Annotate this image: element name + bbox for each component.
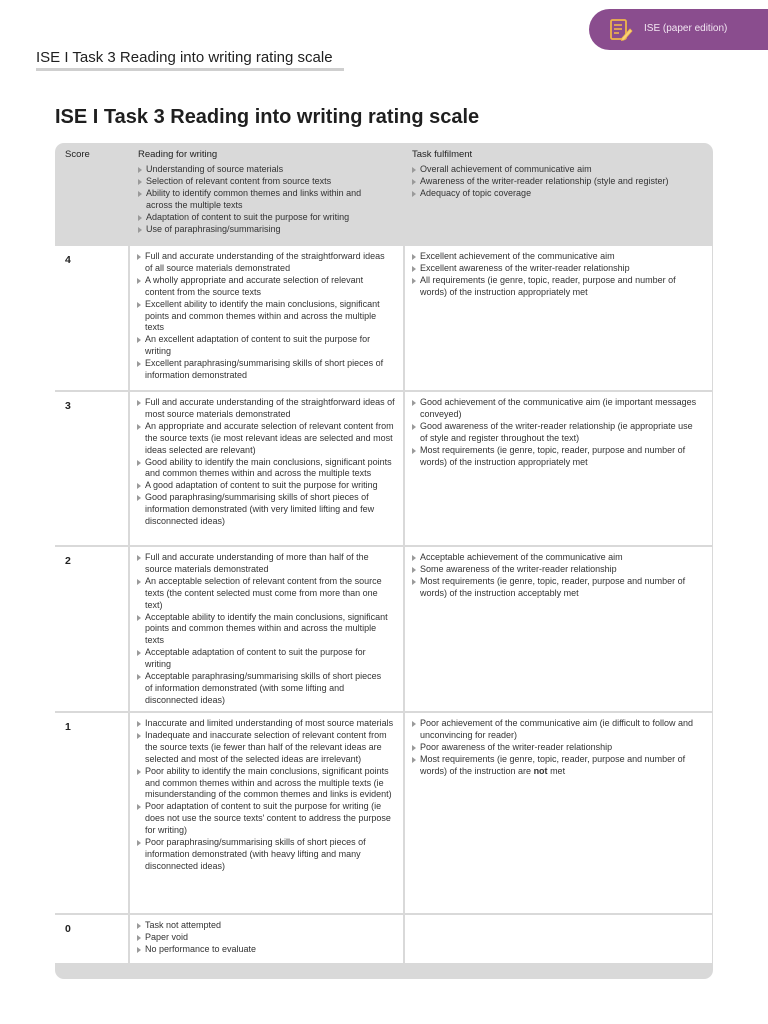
list-item: Poor achievement of the communicative aim (ie difficult to follow and unconvincing for reader) [412,718,702,742]
list-item: Excellent ability to identify the main conclusions, significant points and common themes within and across the multiple texts [137,299,391,335]
list-item: Good achievement of the communicative aim (ie important messages conveyed) [412,397,702,421]
page-title: ISE I Task 3 Reading into writing rating scale [55,106,480,128]
list-item: Paper void [137,932,391,944]
reading-cell [130,547,403,711]
task-cell [405,915,712,963]
score-value: 0 [65,923,71,935]
list-item: All requirements (ie genre, topic, reader, purpose and number of words) of the instruction appropriately met [412,275,702,299]
list-item: Full and accurate understanding of more than half of the source materials demonstrated [137,552,391,576]
list-item: Use of paraphrasing/summarising [138,224,383,236]
list-item: Excellent achievement of the communicative aim [412,251,702,263]
list-item: Ability to identify common themes and links within and across the multiple texts [138,188,383,212]
task-descriptors [412,552,702,600]
reading-cell [130,713,403,913]
task-descriptors [412,397,702,468]
emphasis-not: not [533,765,548,776]
score-value: 3 [65,400,71,412]
list-item: Understanding of source materials [138,164,383,176]
reading-cell [130,392,403,545]
task-cell [405,713,712,913]
list-item: Poor paraphrasing/summarising skills of short pieces of information demonstrated (with heavy lifting and many disconnected ideas) [137,837,395,873]
list-item: Poor awareness of the writer-reader relationship [412,742,702,754]
rating-scale-table [55,143,713,979]
score-value: 1 [65,721,71,733]
list-item: A wholly appropriate and accurate selection of relevant content from the source texts [137,275,391,299]
list-item: No performance to evaluate [137,944,391,956]
list-item: Acceptable paraphrasing/summarising skills of short pieces of information demonstrated (with some lifting and disconnected ideas) [137,671,391,707]
list-item: Some awareness of the writer-reader relationship [412,564,702,576]
list-item [412,754,702,778]
reading-cell [130,246,403,390]
reading-descriptors [137,552,391,707]
reading-descriptors [137,920,391,956]
list-item: Overall achievement of communicative aim [412,164,702,176]
list-item: Selection of relevant content from source texts [138,176,383,188]
list-item: Inadequate and inaccurate selection of relevant content from the source texts (ie fewer than half of the relevant ideas are selected and most of the selected ideas are irrelevant) [137,730,395,766]
score-value: 4 [65,254,71,266]
list-item: Good ability to identify the main conclusions, significant points and common themes within and across the multiple texts [137,457,395,481]
document-pencil-icon [607,17,633,43]
task-cell [405,246,712,390]
list-item: Inaccurate and limited understanding of most source materials [137,718,395,730]
list-item: Awareness of the writer-reader relationship (style and register) [412,176,702,188]
list-item: Full and accurate understanding of the straightforward ideas of all source materials demonstrated [137,251,391,275]
list-item: An acceptable selection of relevant content from the source texts (the content selected must come from more than one text) [137,576,391,612]
score-cell [55,713,128,913]
list-item: Acceptable achievement of the communicative aim [412,552,702,564]
task-cell [405,547,712,711]
edition-label: ISE (paper edition) [644,23,728,34]
list-item: An excellent adaptation of content to suit the purpose for writing [137,334,391,358]
list-item: Poor adaptation of content to suit the purpose for writing (ie does not use the source texts' content to address the purpose for writing) [137,801,395,837]
score-value: 2 [65,555,71,567]
reading-descriptors [137,397,395,528]
list-item: Task not attempted [137,920,391,932]
task-descriptors [412,251,702,299]
score-cell [55,246,128,390]
list-item: Most requirements (ie genre, topic, reader, purpose and number of words) of the instruction appropriately met [412,445,702,469]
reading-descriptors [137,251,391,382]
list-item: Acceptable ability to identify the main conclusions, significant points and common themes within and across the multiple texts [137,612,391,648]
list-item: A good adaptation of content to suit the purpose for writing [137,480,395,492]
requirements-text: Most requirements (ie genre, topic, reader, purpose and number of words) of the instruction are [420,753,686,776]
list-item: Acceptable adaptation of content to suit the purpose for writing [137,647,391,671]
score-cell [55,915,128,963]
list-item: Poor ability to identify the main conclusions, significant points and common themes within and across the multiple texts (ie misunderstanding of the common themes and links is evident) [137,766,395,802]
reading-cell [130,915,403,963]
list-item: Good paraphrasing/summarising skills of short pieces of information demonstrated (with very limited lifting and few disconnected ideas) [137,492,395,528]
score-column-header: Score [65,149,90,160]
list-item: Excellent awareness of the writer-reader relationship [412,263,702,275]
score-cell [55,547,128,711]
list-item: Adaptation of content to suit the purpose for writing [138,212,383,224]
reading-descriptors [137,718,395,873]
task-descriptors [412,718,702,778]
list-item: Good awareness of the writer-reader relationship (ie appropriate use of style and register throughout the text) [412,421,702,445]
running-head-underline [36,68,344,71]
task-cell [405,392,712,545]
list-item: Full and accurate understanding of the straightforward ideas of most source materials demonstrated [137,397,395,421]
running-head: ISE I Task 3 Reading into writing rating scale [36,49,333,66]
list-item: Most requirements (ie genre, topic, reader, purpose and number of words) of the instruction acceptably met [412,576,702,600]
task-column-header: Task fulfilment [412,149,473,160]
list-item: Excellent paraphrasing/summarising skills of short pieces of information demonstrated [137,358,391,382]
edition-badge [589,9,768,50]
requirements-text-end: met [547,765,566,776]
list-item: An appropriate and accurate selection of relevant content from the source texts (ie most relevant ideas are selected and most ideas selected are relevant) [137,421,395,457]
reading-criteria-list [138,164,383,235]
reading-column-header: Reading for writing [138,149,218,160]
list-item: Adequacy of topic coverage [412,188,702,200]
score-cell [55,392,128,545]
task-criteria-list [412,164,702,200]
